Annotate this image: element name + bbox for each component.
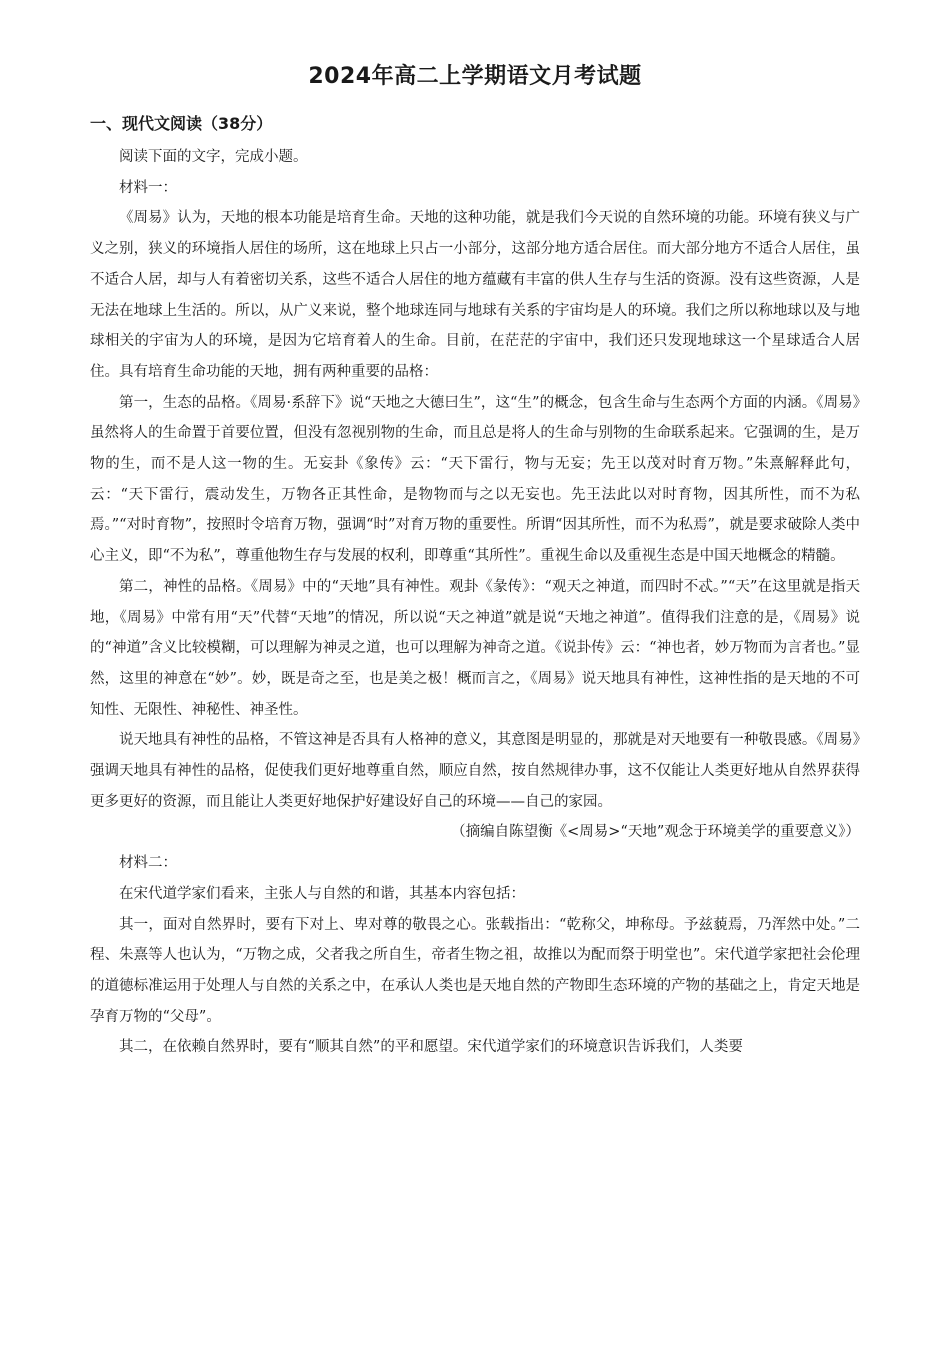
- material-one-paragraph: 第二，神性的品格。《周易》中的“天地”具有神性。观卦《彖传》：“观天之神道，而四时不忒。”“天”在这里就是指天地，《周易》中常有用“天”代替“天地”的情况，所以说“天之神道”就是说“天地之神道”。值得我们注意的是，《周易》说的“神道”含义比较模糊，可以理解为神灵之道，也可以理解为神奇之道。《说卦传》云：“神也者，妙万物而为言者也。”显然，这里的神意在“妙”。妙，既是奇之至，也是美之极！概而言之，《周易》说天地具有神性，这神性指的是天地的不可知性、无限性、神秘性、神圣性。: [90, 578, 860, 718]
- reading-instruction: 阅读下面的文字，完成小题。: [119, 149, 308, 165]
- material-two-label: 材料二：: [119, 855, 177, 872]
- material-two-paragraph: 其一，面对自然界时，要有下对上、卑对尊的敬畏之心。张载指出：“乾称父，坤称母。予兹藐焉，乃浑然中处。”二程、朱熹等人也认为，“万物之成，父者我之所自生，帝者生物之祖，故推以为配而祭于明堂也”。宋代道学家把社会伦理的道德标准运用于处理人与自然的关系之中，在承认人类也是天地自然的产物即生态环境的产物的基础之上，肯定天地是孕育万物的“父母”。: [90, 916, 860, 1025]
- material-two-paragraph: 其二，在依赖自然界时，要有“顺其自然”的平和愿望。宋代道学家们的环境意识告诉我们，人类要: [119, 1039, 743, 1056]
- material-one-paragraph: 《周易》认为，天地的根本功能是培育生命。天地的这种功能，就是我们今天说的自然环境的功能。环境有狭义与广义之别，狭义的环境指人居住的场所，这在地球上只占一小部分，这部分地方适合居住。而大部分地方不适合人居住，虽不适合人居，却与人有着密切关系，这些不适合人居住的地方蕴藏有丰富的供人生存与生活的资源。没有这些资源，人是无法在地球上生活的。所以，从广义来说，整个地球连同与地球有关系的宇宙均是人的环境。我们之所以称地球以及与地球相关的宇宙为人的环境，是因为它培育着人的生命。目前，在茫茫的宇宙中，我们还只发现地球这一个星球适合人居住。具有培育生命功能的天地，拥有两种重要的品格：: [90, 210, 860, 380]
- material-one-paragraph: 第一，生态的品格。《周易·系辞下》说“天地之大德曰生”，这“生”的概念，包含生命与生态两个方面的内涵。《周易》虽然将人的生命置于首要位置，但没有忽视别物的生命，而且总是将人的生命与别物的生命联系起来。它强调的生，是万物的生，而不是人这一物的生。无妄卦《象传》云：“天下雷行，物与无妄；先王以茂对时育万物。”朱熹解释此句，云：“天下雷行，震动发生，万物各正其性命，是物物而与之以无妄也。先王法此以对时育物，因其所性，而不为私焉。”“对时育物”，按照时令培育万物，强调“时”对育万物的重要性。所谓“因其所性，而不为私焉”，就是要求破除人类中心主义，即“不为私”，尊重他物生存与发展的权利，即尊重“其所性”。重视生命以及重视生态是中国天地概念的精髓。: [90, 394, 860, 565]
- material-one-source: （摘编自陈望衡《<周易>“天地”观念于环境美学的重要意义》）: [451, 824, 860, 841]
- document-page: [90, 62, 860, 1063]
- material-two-paragraph: 在宋代道学家们看来，主张人与自然的和谐，其基本内容包括：: [119, 885, 525, 902]
- material-one-paragraph: 说天地具有神性的品格，不管这神是否具有人格神的意义，其意图是明显的，那就是对天地要有一种敬畏感。《周易》强调天地具有神性的品格，促使我们更好地尊重自然，顺应自然，按自然规律办事，这不仅能让人类更好地从自然界获得更多更好的资源，而且能让人类更好地保护好建设好自己的环境——自己的家园。: [90, 732, 860, 810]
- material-one-label: 材料一：: [119, 179, 177, 196]
- section-heading: 一、现代文阅读（38分）: [90, 114, 273, 133]
- page-title: 2024年高二上学期语文月考试题: [308, 64, 642, 89]
